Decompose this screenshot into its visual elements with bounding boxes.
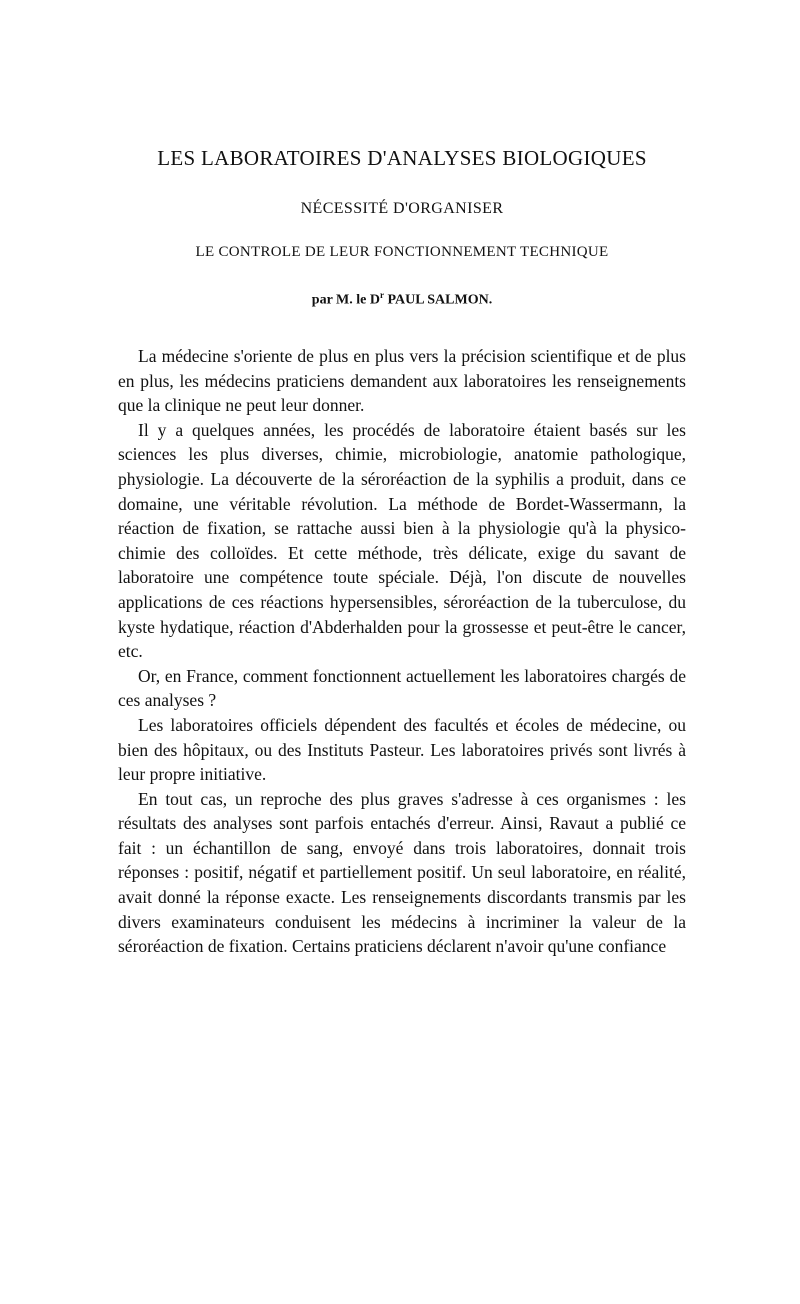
byline-author: PAUL SALMON. bbox=[387, 292, 493, 308]
article-body bbox=[118, 344, 686, 959]
paragraph-3: Or, en France, comment fonctionnent actuellement les laboratoires chargés de ces analyses ? bbox=[118, 665, 686, 711]
article-subtitle-line-1: NÉCESSITÉ D'ORGANISER bbox=[300, 200, 504, 217]
byline-prefix: par M. le D bbox=[311, 292, 380, 308]
paragraph-4: Les laboratoires officiels dépendent des facultés et écoles de médecine, ou bien des hôpitaux, ou des Instituts Pasteur. Les laboratoires privés sont livrés à leur propre initiative. bbox=[118, 714, 686, 785]
paragraph-1: La médecine s'oriente de plus en plus vers la précision scientifique et de plus en plus, les médecins praticiens demandent aux laboratoires les renseignements que la clinique ne peut leur donner. bbox=[118, 346, 686, 416]
paragraph-2: Il y a quelques années, les procédés de laboratoire étaient basés sur les sciences les plus diverses, chimie, microbiologie, anatomie pathologique, physiologie. La découverte de la séroréaction de la syphilis a produit, dans ce domaine, une véritable révolution. La méthode de Bordet-Wassermann, la réaction de fixation, se rattache aussi bien à la physiologie qu'à la physico-chimie des colloïdes. Et cette méthode, très délicate, exige du savant de laboratoire une compétence toute spéciale. Déjà, l'on discute de nouvelles applications de ces réactions hypersensibles, séroréaction de la tuberculose, du kyste hydatique, réaction d'Abderhalden pour la grossesse et peut-être le cancer, etc. bbox=[118, 419, 686, 662]
author-byline bbox=[118, 290, 686, 309]
paragraph-5: En tout cas, un reproche des plus graves s'adresse à ces organismes : les résultats des analyses sont parfois entachés d'erreur. Ainsi, Ravaut a publié ce fait : un échantillon de sang, envoyé dans trois laboratoires, donnait trois réponses : positif, négatif et partiellement positif. Un seul laboratoire, en réalité, avait donné la réponse exacte. Les renseignements discordants transmis par les divers examinateurs conduisent les médecins à incriminer la valeur de la séroréaction de fixation. Certains praticiens déclarent n'avoir qu'une confiance bbox=[118, 788, 686, 957]
byline-superscript: r bbox=[379, 290, 384, 300]
article-subtitle-line-2: LE CONTROLE DE LEUR FONCTIONNEMENT TECHNIQUE bbox=[195, 244, 609, 260]
article-title: LES LABORATOIRES D'ANALYSES BIOLOGIQUES bbox=[157, 146, 647, 170]
